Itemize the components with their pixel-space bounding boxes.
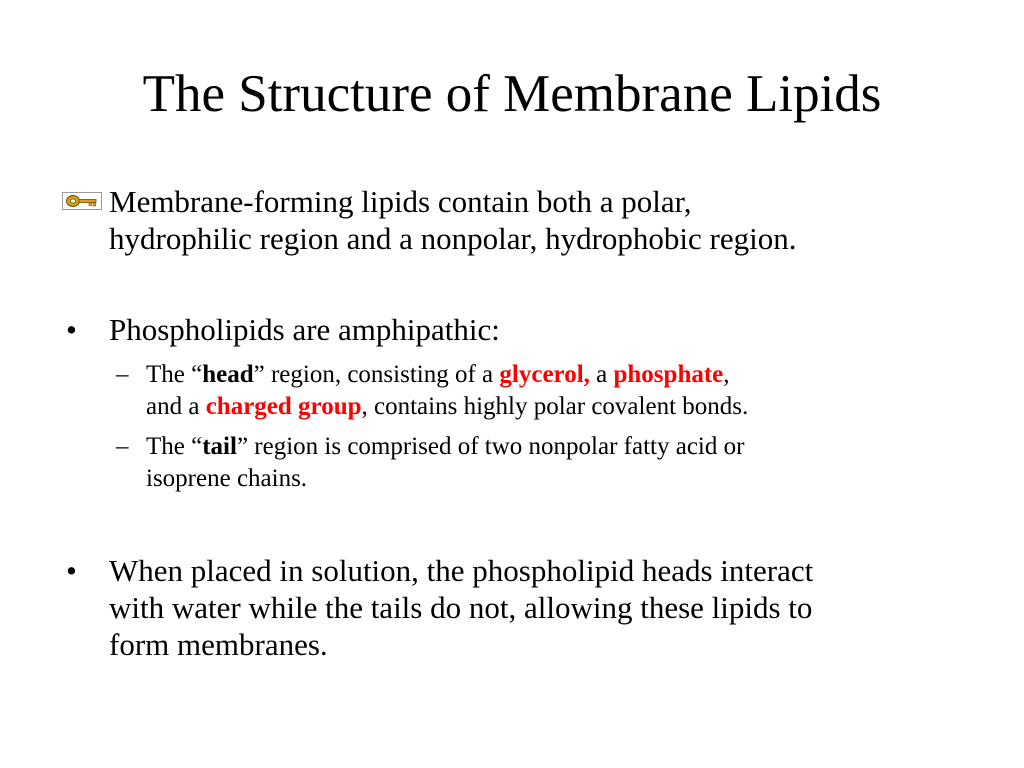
phosphate-term: phosphate bbox=[613, 361, 724, 388]
sub-bullet-1-text: , bbox=[723, 361, 730, 388]
charged-group-term: charged group bbox=[205, 393, 362, 420]
sub-bullet-1-text: a bbox=[589, 361, 614, 388]
bullet-2-text: Phospholipids are amphipathic: bbox=[109, 312, 500, 347]
sub-bullet-1-text: The “ bbox=[146, 361, 203, 388]
head-term: head bbox=[202, 361, 254, 388]
slide-title: The Structure of Membrane Lipids bbox=[142, 65, 882, 123]
sub-bullet-1-line-2 bbox=[146, 392, 748, 422]
sub-bullet-1-marker: – bbox=[116, 361, 129, 388]
bullet-1-line-2: hydrophilic region and a nonpolar, hydrophobic region. bbox=[109, 221, 797, 256]
sub-bullet-1-text: , contains highly polar covalent bonds. bbox=[361, 393, 749, 420]
bullet-3-line-1: When placed in solution, the phospholipid heads interact bbox=[109, 553, 814, 588]
bullet-3-line-2: with water while the tails do not, allowing these lipids to bbox=[109, 590, 813, 625]
sub-bullet-1-text: and a bbox=[146, 393, 206, 420]
bullet-2-marker: • bbox=[66, 312, 77, 347]
bullet-1-line-1: Membrane-forming lipids contain both a polar, bbox=[109, 184, 692, 219]
sub-bullet-2-marker: – bbox=[116, 433, 129, 460]
sub-bullet-2-line-1 bbox=[146, 432, 744, 462]
sub-bullet-1-line-1 bbox=[146, 360, 730, 390]
key-icon bbox=[62, 192, 102, 210]
bullet-3-marker: • bbox=[66, 553, 77, 588]
sub-bullet-1-text: ” region, consisting of a bbox=[253, 361, 500, 388]
sub-bullet-2-text: ” region is comprised of two nonpolar fatty acid or bbox=[236, 433, 745, 460]
sub-bullet-2-text: The “ bbox=[146, 433, 203, 460]
glycerol-term: glycerol, bbox=[499, 361, 590, 388]
bullet-3-line-3: form membranes. bbox=[109, 627, 328, 662]
sub-bullet-2-line-2: isoprene chains. bbox=[146, 465, 308, 492]
tail-term: tail bbox=[202, 433, 237, 460]
